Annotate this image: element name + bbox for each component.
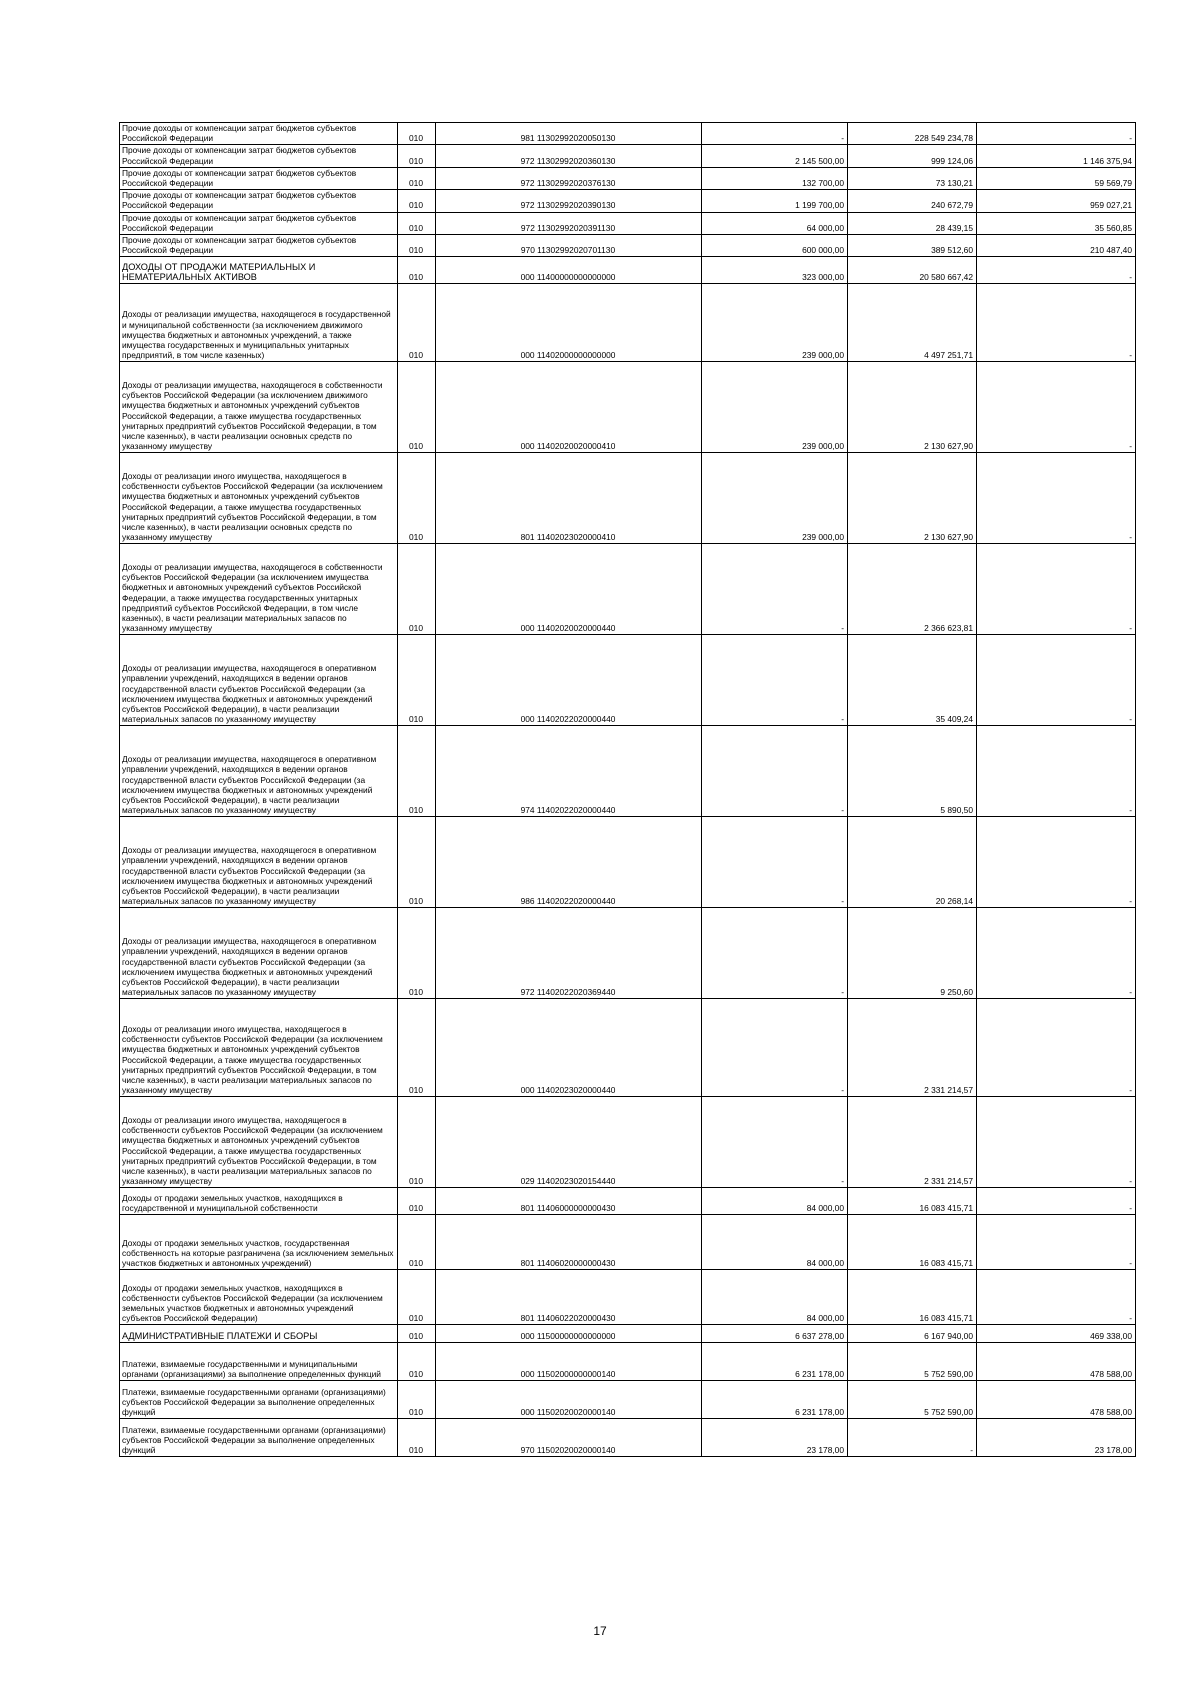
row-executed-cell: 20 268,14 (848, 817, 977, 908)
row-name-cell: Прочие доходы от компенсации затрат бюджетов субъектов Российской Федерации (120, 190, 398, 212)
row-unexecuted-cell: - (977, 123, 1136, 145)
row-line-code-cell: 010 (398, 635, 436, 726)
row-unexecuted-cell: 1 146 375,94 (977, 145, 1136, 167)
table-row (120, 1381, 1136, 1419)
row-line-code-cell: 010 (398, 1215, 436, 1270)
row-name-cell: Доходы от реализации имущества, находящегося в собственности субъектов Российской Федерации (за исключением имущества бюджетных и автономных учреждений субъектов Российской Федерации, а также имущества государственных унитарных предприятий субъектов Российской Федерации, в том числе казенных), в части реализации материальных запасов по указанному имуществу (120, 544, 398, 635)
table-row (120, 544, 1136, 635)
row-line-code-cell: 010 (398, 1343, 436, 1381)
row-approved-cell: - (702, 999, 848, 1097)
row-name-cell: Доходы от реализации иного имущества, находящегося в собственности субъектов Российской Федерации (за исключением имущества бюджетных и автономных учреждений субъектов Российской Федерации, а также имущества государственных унитарных предприятий субъектов Российской Федерации, в том числе казенных), в части реализации материальных запасов по указанному имуществу (120, 999, 398, 1097)
row-executed-cell: 228 549 234,78 (848, 123, 977, 145)
row-executed-cell: 9 250,60 (848, 908, 977, 999)
row-line-code-cell: 010 (398, 1381, 436, 1419)
table-row (120, 1419, 1136, 1457)
table-row (120, 123, 1136, 145)
row-approved-cell: 84 000,00 (702, 1188, 848, 1215)
revenue-table (119, 122, 1136, 1457)
row-name-cell: Прочие доходы от компенсации затрат бюджетов субъектов Российской Федерации (120, 167, 398, 189)
row-unexecuted-cell: 59 569,79 (977, 167, 1136, 189)
row-budget-code-cell: 972 11302992020391130 (436, 212, 702, 234)
table-row (120, 1325, 1136, 1343)
table-row (120, 284, 1136, 362)
row-line-code-cell: 010 (398, 1419, 436, 1457)
row-executed-cell: 2 331 214,57 (848, 1097, 977, 1188)
row-approved-cell: - (702, 1097, 848, 1188)
row-unexecuted-cell: - (977, 362, 1136, 453)
row-name-cell: Прочие доходы от компенсации затрат бюджетов субъектов Российской Федерации (120, 123, 398, 145)
row-name-cell: Доходы от реализации имущества, находящегося в оперативном управлении учреждений, находящихся в ведении органов государственной власти субъектов Российской Федерации (за исключением имущества бюджетных и автономных учреждений субъектов Российской Федерации), в части реализации материальных запасов по указанному имуществу (120, 908, 398, 999)
row-budget-code-cell: 000 11402020020000410 (436, 362, 702, 453)
row-unexecuted-cell: - (977, 1097, 1136, 1188)
row-unexecuted-cell: - (977, 1215, 1136, 1270)
table-row (120, 1215, 1136, 1270)
row-executed-cell: 4 497 251,71 (848, 284, 977, 362)
row-budget-code-cell: 972 11402022020369440 (436, 908, 702, 999)
table-row (120, 908, 1136, 999)
row-line-code-cell: 010 (398, 362, 436, 453)
row-approved-cell: 239 000,00 (702, 284, 848, 362)
row-line-code-cell: 010 (398, 1325, 436, 1343)
table-row (120, 212, 1136, 234)
table-row (120, 453, 1136, 544)
row-name-cell: Прочие доходы от компенсации затрат бюджетов субъектов Российской Федерации (120, 145, 398, 167)
row-budget-code-cell: 000 11502020020000140 (436, 1381, 702, 1419)
row-budget-code-cell: 000 11402020020000440 (436, 544, 702, 635)
table-row (120, 190, 1136, 212)
row-line-code-cell: 010 (398, 145, 436, 167)
table-row (120, 257, 1136, 284)
table-row (120, 1270, 1136, 1325)
row-budget-code-cell: 000 11400000000000000 (436, 257, 702, 284)
row-approved-cell: 239 000,00 (702, 362, 848, 453)
row-unexecuted-cell: 210 487,40 (977, 235, 1136, 257)
row-budget-code-cell: 986 11402022020000440 (436, 817, 702, 908)
row-unexecuted-cell: 478 588,00 (977, 1343, 1136, 1381)
row-unexecuted-cell: - (977, 726, 1136, 817)
row-unexecuted-cell: - (977, 817, 1136, 908)
table-row (120, 167, 1136, 189)
row-unexecuted-cell: 23 178,00 (977, 1419, 1136, 1457)
row-unexecuted-cell: 959 027,21 (977, 190, 1136, 212)
row-name-cell: Платежи, взимаемые государственными и муниципальными органами (организациями) за выполнение определенных функций (120, 1343, 398, 1381)
row-approved-cell: 84 000,00 (702, 1270, 848, 1325)
table-row (120, 635, 1136, 726)
row-name-cell: Доходы от реализации имущества, находящегося в оперативном управлении учреждений, находящихся в ведении органов государственной власти субъектов Российской Федерации (за исключением имущества бюджетных и автономных учреждений субъектов Российской Федерации), в части реализации материальных запасов по указанному имуществу (120, 635, 398, 726)
table-row (120, 235, 1136, 257)
row-line-code-cell: 010 (398, 1188, 436, 1215)
row-name-cell: Доходы от реализации иного имущества, находящегося в собственности субъектов Российской Федерации (за исключением имущества бюджетных и автономных учреждений субъектов Российской Федерации, а также имущества государственных унитарных предприятий субъектов Российской Федерации, в том числе казенных), в части реализации основных средств по указанному имуществу (120, 453, 398, 544)
row-budget-code-cell: 970 11502020020000140 (436, 1419, 702, 1457)
row-executed-cell: 2 130 627,90 (848, 453, 977, 544)
row-approved-cell: 132 700,00 (702, 167, 848, 189)
row-name-cell: ДОХОДЫ ОТ ПРОДАЖИ МАТЕРИАЛЬНЫХ И НЕМАТЕРИАЛЬНЫХ АКТИВОВ (120, 257, 398, 284)
row-budget-code-cell: 801 11402023020000410 (436, 453, 702, 544)
page-number: 17 (593, 1624, 607, 1638)
row-unexecuted-cell: - (977, 999, 1136, 1097)
row-line-code-cell: 010 (398, 123, 436, 145)
row-line-code-cell: 010 (398, 908, 436, 999)
row-executed-cell: 5 890,50 (848, 726, 977, 817)
row-budget-code-cell: 000 11402023020000440 (436, 999, 702, 1097)
table-row (120, 362, 1136, 453)
row-executed-cell: 35 409,24 (848, 635, 977, 726)
row-executed-cell: 73 130,21 (848, 167, 977, 189)
row-name-cell: Прочие доходы от компенсации затрат бюджетов субъектов Российской Федерации (120, 212, 398, 234)
row-approved-cell: 323 000,00 (702, 257, 848, 284)
row-approved-cell: - (702, 635, 848, 726)
row-approved-cell: 23 178,00 (702, 1419, 848, 1457)
row-name-cell: Доходы от реализации имущества, находящегося в собственности субъектов Российской Федерации (за исключением движимого имущества бюджетных и автономных учреждений субъектов Российской Федерации, а также имущества государственных унитарных предприятий субъектов Российской Федерации, в том числе казенных), в части реализации основных средств по указанному имуществу (120, 362, 398, 453)
row-approved-cell: 2 145 500,00 (702, 145, 848, 167)
row-approved-cell: 6 637 278,00 (702, 1325, 848, 1343)
row-name-cell: АДМИНИСТРАТИВНЫЕ ПЛАТЕЖИ И СБОРЫ (120, 1325, 398, 1343)
row-budget-code-cell: 972 11302992020376130 (436, 167, 702, 189)
row-line-code-cell: 010 (398, 284, 436, 362)
row-executed-cell: 5 752 590,00 (848, 1381, 977, 1419)
row-approved-cell: - (702, 726, 848, 817)
row-name-cell: Платежи, взимаемые государственными органами (организациями) субъектов Российской Федерации за выполнение определенных функций (120, 1381, 398, 1419)
row-unexecuted-cell: - (977, 257, 1136, 284)
row-name-cell: Доходы от продажи земельных участков, находящихся в собственности субъектов Российской Федерации (за исключением земельных участков бюджетных и автономных учреждений субъектов Российской Федерации) (120, 1270, 398, 1325)
row-budget-code-cell: 801 11406020000000430 (436, 1215, 702, 1270)
row-approved-cell: 239 000,00 (702, 453, 848, 544)
table-body (120, 123, 1136, 1457)
row-approved-cell: 1 199 700,00 (702, 190, 848, 212)
row-budget-code-cell: 972 11302992020360130 (436, 145, 702, 167)
row-name-cell: Доходы от реализации имущества, находящегося в оперативном управлении учреждений, находящихся в ведении органов государственной власти субъектов Российской Федерации (за исключением имущества бюджетных и автономных учреждений субъектов Российской Федерации), в части реализации материальных запасов по указанному имуществу (120, 817, 398, 908)
row-executed-cell: 16 083 415,71 (848, 1188, 977, 1215)
row-executed-cell: 2 331 214,57 (848, 999, 977, 1097)
row-unexecuted-cell: - (977, 1188, 1136, 1215)
row-unexecuted-cell: - (977, 1270, 1136, 1325)
table-row (120, 1188, 1136, 1215)
row-line-code-cell: 010 (398, 726, 436, 817)
row-budget-code-cell: 981 11302992020050130 (436, 123, 702, 145)
row-executed-cell: 389 512,60 (848, 235, 977, 257)
table-row (120, 1097, 1136, 1188)
row-executed-cell: 5 752 590,00 (848, 1343, 977, 1381)
row-budget-code-cell: 970 11302992020701130 (436, 235, 702, 257)
row-line-code-cell: 010 (398, 235, 436, 257)
row-line-code-cell: 010 (398, 167, 436, 189)
row-unexecuted-cell: 469 338,00 (977, 1325, 1136, 1343)
row-unexecuted-cell: - (977, 453, 1136, 544)
row-budget-code-cell: 972 11302992020390130 (436, 190, 702, 212)
row-unexecuted-cell: - (977, 908, 1136, 999)
table-row (120, 817, 1136, 908)
row-budget-code-cell: 000 11402000000000000 (436, 284, 702, 362)
row-executed-cell: - (848, 1419, 977, 1457)
row-budget-code-cell: 029 11402023020154440 (436, 1097, 702, 1188)
row-unexecuted-cell: 478 588,00 (977, 1381, 1136, 1419)
table-row (120, 1343, 1136, 1381)
row-name-cell: Доходы от реализации иного имущества, находящегося в собственности субъектов Российской Федерации (за исключением имущества бюджетных и автономных учреждений субъектов Российской Федерации, а также имущества государственных унитарных предприятий субъектов Российской Федерации, в том числе казенных), в части реализации материальных запасов по указанному имуществу (120, 1097, 398, 1188)
row-line-code-cell: 010 (398, 190, 436, 212)
row-budget-code-cell: 000 11502000000000140 (436, 1343, 702, 1381)
row-approved-cell: - (702, 123, 848, 145)
row-name-cell: Платежи, взимаемые государственными органами (организациями) субъектов Российской Федерации за выполнение определенных функций (120, 1419, 398, 1457)
row-line-code-cell: 010 (398, 257, 436, 284)
row-unexecuted-cell: - (977, 635, 1136, 726)
row-executed-cell: 240 672,79 (848, 190, 977, 212)
row-line-code-cell: 010 (398, 544, 436, 635)
row-unexecuted-cell: - (977, 544, 1136, 635)
row-approved-cell: 84 000,00 (702, 1215, 848, 1270)
row-executed-cell: 20 580 667,42 (848, 257, 977, 284)
row-approved-cell: 64 000,00 (702, 212, 848, 234)
table-row (120, 145, 1136, 167)
row-unexecuted-cell: 35 560,85 (977, 212, 1136, 234)
row-executed-cell: 999 124,06 (848, 145, 977, 167)
row-executed-cell: 2 130 627,90 (848, 362, 977, 453)
row-name-cell: Доходы от реализации имущества, находящегося в оперативном управлении учреждений, находящихся в ведении органов государственной власти субъектов Российской Федерации (за исключением имущества бюджетных и автономных учреждений субъектов Российской Федерации), в части реализации материальных запасов по указанному имуществу (120, 726, 398, 817)
row-budget-code-cell: 000 11500000000000000 (436, 1325, 702, 1343)
row-line-code-cell: 010 (398, 1270, 436, 1325)
row-budget-code-cell: 801 11406000000000430 (436, 1188, 702, 1215)
row-approved-cell: 600 000,00 (702, 235, 848, 257)
row-unexecuted-cell: - (977, 284, 1136, 362)
row-name-cell: Прочие доходы от компенсации затрат бюджетов субъектов Российской Федерации (120, 235, 398, 257)
row-name-cell: Доходы от продажи земельных участков, находящихся в государственной и муниципальной собственности (120, 1188, 398, 1215)
row-approved-cell: - (702, 908, 848, 999)
table-row (120, 999, 1136, 1097)
row-approved-cell: 6 231 178,00 (702, 1381, 848, 1419)
row-executed-cell: 16 083 415,71 (848, 1270, 977, 1325)
row-approved-cell: 6 231 178,00 (702, 1343, 848, 1381)
row-executed-cell: 16 083 415,71 (848, 1215, 977, 1270)
row-approved-cell: - (702, 817, 848, 908)
row-line-code-cell: 010 (398, 1097, 436, 1188)
row-name-cell: Доходы от продажи земельных участков, государственная собственность на которые разграничена (за исключением земельных участков бюджетных и автономных учреждений) (120, 1215, 398, 1270)
row-line-code-cell: 010 (398, 817, 436, 908)
row-budget-code-cell: 974 11402022020000440 (436, 726, 702, 817)
table-row (120, 726, 1136, 817)
row-budget-code-cell: 801 11406022020000430 (436, 1270, 702, 1325)
row-executed-cell: 2 366 623,81 (848, 544, 977, 635)
row-approved-cell: - (702, 544, 848, 635)
row-executed-cell: 6 167 940,00 (848, 1325, 977, 1343)
row-line-code-cell: 010 (398, 453, 436, 544)
row-name-cell: Доходы от реализации имущества, находящегося в государственной и муниципальной собственности (за исключением движимого имущества бюджетных и автономных учреждений, а также имущества государственных и муниципальных унитарных предприятий, в том числе казенных) (120, 284, 398, 362)
row-executed-cell: 28 439,15 (848, 212, 977, 234)
row-line-code-cell: 010 (398, 999, 436, 1097)
row-budget-code-cell: 000 11402022020000440 (436, 635, 702, 726)
row-line-code-cell: 010 (398, 212, 436, 234)
